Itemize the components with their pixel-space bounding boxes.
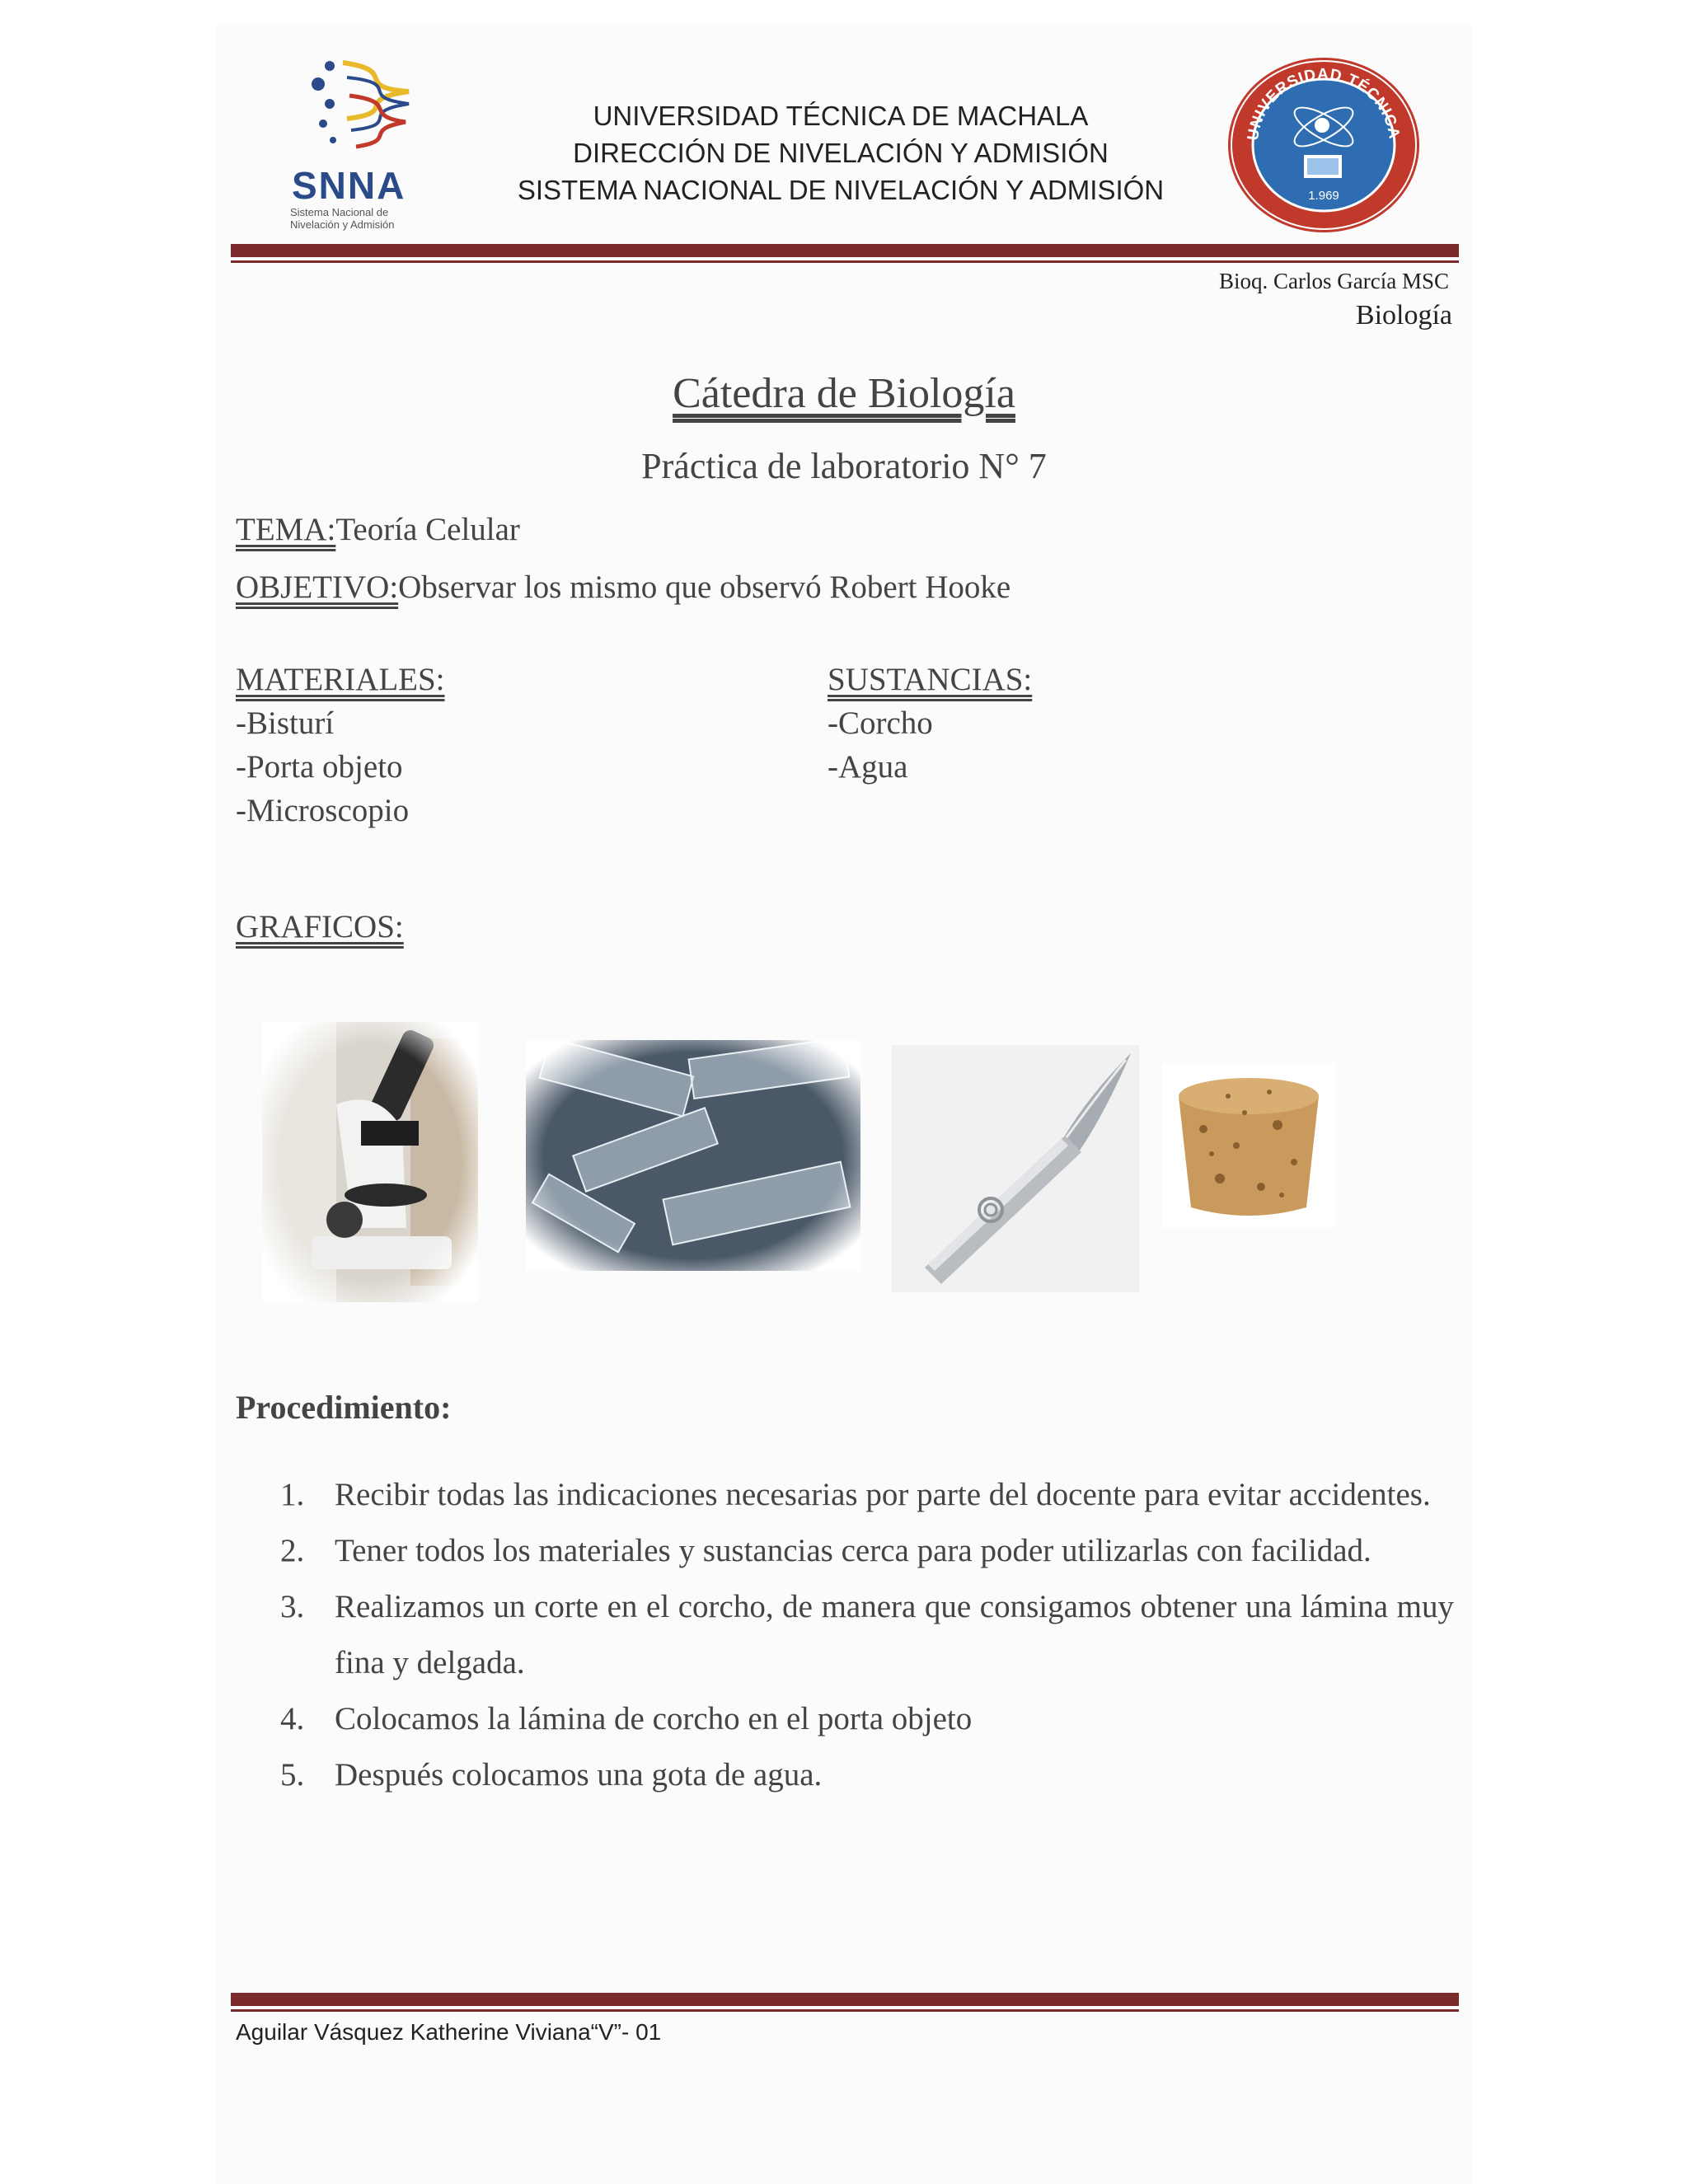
scalpel-photo	[892, 1045, 1139, 1292]
snna-logo-name: SNNA	[292, 164, 406, 207]
materials-list	[236, 658, 445, 832]
tema-label: TEMA:	[236, 512, 336, 547]
step-text: Tener todos los materiales y sustancias cerca para poder utilizarlas con facilidad.	[335, 1533, 1372, 1568]
subject-name: Biología	[1355, 300, 1452, 330]
header-rule-thin	[231, 260, 1459, 263]
procedure-step	[280, 1467, 1454, 1523]
cork-photo	[1162, 1063, 1335, 1228]
header-line-direction: DIRECCIÓN DE NIVELACIÓN Y ADMISIÓN	[573, 138, 1109, 168]
step-number: 4.	[280, 1701, 305, 1736]
footer-rule-thin	[231, 2009, 1459, 2012]
step-text: Colocamos la lámina de corcho en el porta objeto	[335, 1701, 973, 1736]
graficos-heading: GRAFICOS:	[236, 909, 404, 944]
tema-value: Teoría Celular	[335, 512, 520, 547]
tema-line	[236, 511, 520, 548]
university-seal-icon	[1225, 53, 1423, 234]
university-seal	[1225, 53, 1423, 234]
footer-author: Aguilar Vásquez Katherine Viviana“V”- 01	[236, 2019, 662, 2045]
materials-item: -Bisturí	[236, 705, 335, 741]
procedure-steps	[280, 1467, 1454, 1803]
microscope-photo	[262, 1022, 478, 1302]
header-lines	[495, 97, 1187, 209]
step-number: 5.	[280, 1757, 305, 1793]
substances-item: -Corcho	[828, 705, 933, 741]
step-text: Recibir todas las indicaciones necesarias por parte del docente para evitar accidentes.	[335, 1477, 1431, 1512]
step-number: 3.	[280, 1589, 305, 1624]
materials-heading: MATERIALES:	[236, 662, 445, 697]
objetivo-label: OBJETIVO:	[236, 569, 399, 605]
header-line-system: SISTEMA NACIONAL DE NIVELACIÓN Y ADMISIÓN	[517, 175, 1165, 205]
step-number: 1.	[280, 1477, 305, 1512]
procedure-step	[280, 1579, 1454, 1691]
materials-item: -Porta objeto	[236, 749, 403, 785]
seal-ring-text: UNIVERSIDAD TÉCNICA	[1245, 65, 1403, 142]
snna-dna-icon	[285, 54, 450, 162]
snna-logo-subtitle: Sistema Nacional de Nivelación y Admisión	[290, 206, 395, 231]
procedure-step	[280, 1747, 1454, 1803]
step-text: Después colocamos una gota de agua.	[335, 1757, 823, 1793]
header-rule-thick	[231, 244, 1459, 257]
snna-logo	[285, 54, 450, 236]
procedure-title: Procedimiento:	[236, 1389, 452, 1426]
substances-heading: SUSTANCIAS:	[828, 662, 1033, 697]
teacher-name: Bioq. Carlos García MSC	[1219, 269, 1449, 293]
objetivo-line	[236, 569, 1010, 606]
substances-list	[828, 658, 1032, 789]
step-number: 2.	[280, 1533, 305, 1568]
practice-number: Práctica de laboratorio N° 7	[641, 446, 1047, 486]
procedure-step	[280, 1523, 1454, 1579]
materials-item: -Microscopio	[236, 793, 410, 828]
header-line-university: UNIVERSIDAD TÉCNICA DE MACHALA	[593, 101, 1089, 131]
page-title: Cátedra de Biología	[673, 370, 1015, 417]
footer-rule-thick	[231, 1993, 1459, 2006]
objetivo-value: Observar los mismo que observó Robert Hooke	[398, 569, 1011, 605]
glass-slides-photo	[526, 1040, 860, 1271]
seal-year: 1.969	[1308, 189, 1339, 203]
substances-item: -Agua	[828, 749, 908, 785]
step-text: Realizamos un corte en el corcho, de manera que consigamos obtener una lámina muy fina y delgada.	[335, 1589, 1454, 1680]
procedure-step	[280, 1691, 1454, 1747]
